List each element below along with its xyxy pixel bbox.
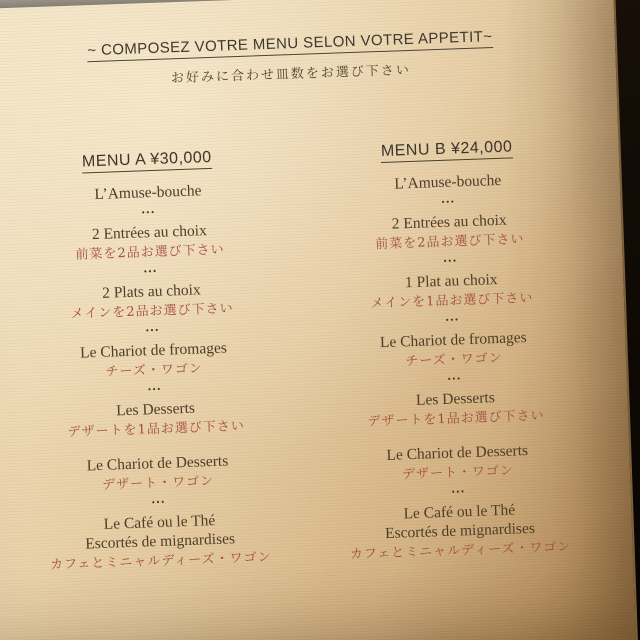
item-line-jp: 前菜を2品お選び下さい (75, 242, 225, 263)
item-line-jp: デザート・ワゴン (101, 474, 215, 493)
separator-dots: ••• (451, 486, 466, 497)
menu-item-entrees (314, 208, 585, 255)
item-line-jp: メインを1品お選び下さい (370, 290, 534, 312)
item-line-jp: カフェとミニャルディーズ・ワゴン (49, 550, 272, 573)
item-line-jp: カフェとミニャルディーズ・ワゴン (349, 539, 572, 563)
item-line-fr: 2 Entrées au choix (91, 222, 208, 244)
separator-dots: ••• (443, 255, 458, 266)
separator-dots: ••• (143, 265, 158, 277)
item-line-fr: 2 Entrées au choix (391, 211, 507, 233)
separator-dots: ••• (145, 324, 160, 336)
menu-item-chariot-desserts (322, 439, 593, 486)
menu-item-entrees (14, 218, 285, 265)
item-line-jp: メインを2品お選び下さい (70, 301, 234, 322)
item-line-fr: Le Chariot de Desserts (386, 442, 529, 464)
separator-dots: ••• (441, 196, 456, 207)
item-line-fr: L’Amuse-bouche (94, 182, 202, 204)
separator-dots: ••• (445, 314, 460, 325)
menu-item-amuse-bouche (313, 168, 583, 196)
item-line-fr: Le Café ou le Thé (103, 512, 216, 533)
item-line-fr: Le Chariot de fromages (79, 339, 228, 362)
item-line-jp: デザートを1品お選び下さい (367, 408, 545, 430)
menu-item-fromages (318, 326, 589, 373)
menu-a-column (12, 146, 296, 574)
menu-item-desserts (20, 395, 291, 442)
item-line-fr: Les Desserts (115, 399, 196, 420)
menu-b-header (311, 136, 582, 165)
menu-b-column (311, 136, 595, 564)
menu-item-chariot-desserts (22, 449, 293, 496)
item-line-fr: Les Desserts (415, 389, 496, 409)
item-line-fr: Le Chariot de Desserts (86, 452, 229, 475)
separator-dots: ••• (147, 383, 162, 395)
menu-item-cafe (324, 498, 596, 564)
page-subtitle-japanese: お好みに合わせ皿数をお選び下さい (170, 62, 412, 87)
page-header (0, 25, 591, 93)
item-line-jp: 前菜を2品お選び下さい (375, 232, 525, 253)
item-line-fr: 1 Plat au choix (404, 271, 498, 292)
item-line-jp: デザート・ワゴン (401, 463, 515, 483)
item-line-jp: チーズ・ワゴン (105, 361, 204, 380)
menu-a-header (12, 146, 283, 175)
separator-dots: ••• (151, 496, 166, 508)
item-line-fr: L’Amuse-bouche (393, 171, 502, 193)
item-line-fr: Escortés de mignardises (384, 519, 536, 543)
item-line-jp: デザートを1品お選び下さい (67, 418, 246, 441)
menu-item-fromages (18, 336, 289, 383)
separator-dots: ••• (141, 206, 156, 218)
item-line-jp: チーズ・ワゴン (405, 350, 503, 370)
menu-a-title-price: MENU A ¥30,000 (82, 149, 212, 174)
menu-item-plats (16, 277, 287, 324)
menu-item-amuse-bouche (13, 178, 283, 206)
item-line-fr: Escortés de mignardises (84, 530, 236, 553)
menu-item-cafe (24, 508, 296, 574)
separator-dots: ••• (447, 373, 462, 384)
menu-b-title-price: MENU B ¥24,000 (381, 138, 513, 163)
menu-item-plat (316, 267, 587, 314)
item-line-fr: Le Chariot de fromages (379, 329, 527, 352)
menu-item-desserts (320, 385, 591, 432)
item-line-fr: 2 Plats au choix (101, 281, 201, 302)
item-line-fr: Le Café ou le Thé (403, 501, 516, 523)
page-title: ~ COMPOSEZ VOTRE MENU SELON VOTRE APPETIT~ (87, 28, 493, 62)
